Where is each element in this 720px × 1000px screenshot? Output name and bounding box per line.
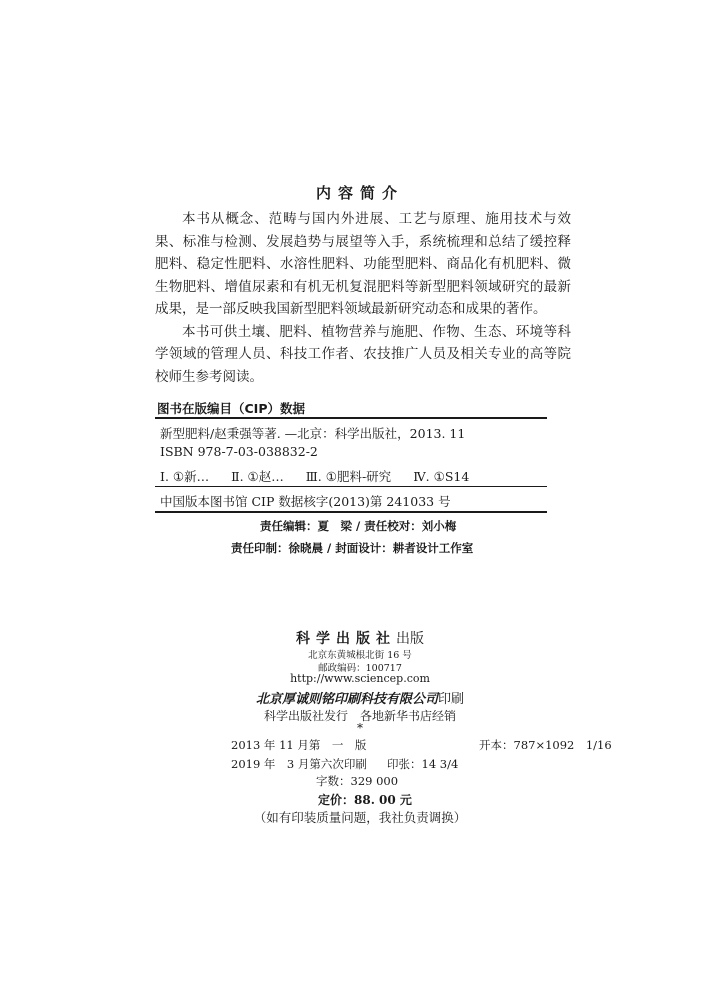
summary-paragraph-1: 本书从概念、范畴与国内外进展、工艺与原理、施用技术与效果、标准与检测、发展趋势与展望等入手，系统梳理和总结了缓控释肥料、稳定性肥料、水溶性肥料、功能型肥料、商品化有机肥料、微生物肥料、增值尿素和有机无机复混肥料等新型肥料领域研究的最新成果，是一部反映我国新型肥料领域最新研究动态和成果的著作。	[155, 211, 571, 317]
cip-class-4: Ⅳ. ①S14	[413, 469, 470, 484]
publisher-url: http://www.sciencep.com	[290, 672, 430, 685]
cip-mid-rule	[155, 486, 547, 487]
publisher-address: 北京东黄城根北街 16 号	[308, 650, 412, 661]
pubinfo-row-edition	[231, 737, 612, 753]
printer-line	[0, 688, 720, 707]
publisher-line	[0, 628, 720, 648]
pubinfo-row-printing	[231, 756, 459, 772]
book-format: 开本：787×1092 1/16	[479, 738, 612, 752]
cip-classification	[160, 467, 491, 485]
first-edition: 2013 年 11 月第 一 版	[231, 738, 367, 752]
latest-printing: 2019 年 3 月第六次印刷	[231, 757, 367, 771]
separator-star: *	[357, 721, 363, 735]
publisher-suffix: 出版	[396, 631, 424, 647]
publisher-postcode: 邮政编码：100717	[318, 663, 402, 674]
quality-notice: （如有印装质量问题，我社负责调换）	[253, 810, 467, 825]
cip-title: 图书在版编目（CIP）数据	[157, 401, 305, 416]
cip-isbn: ISBN 978-7-03-038832-2	[160, 444, 318, 459]
cip-class-3: Ⅲ. ①肥料-研究	[305, 469, 392, 484]
cip-bottom-rule	[155, 511, 547, 513]
publisher-name: 科学出版社	[296, 631, 396, 647]
printer-suffix: 印刷	[438, 692, 465, 707]
word-count: 字数：329 000	[316, 774, 399, 788]
cip-class-2: Ⅱ. ①赵…	[231, 469, 284, 484]
cip-top-rule	[155, 417, 547, 419]
distribution-line: 科学出版社发行 各地新华书店经销	[263, 709, 456, 723]
credits-printing-cover: 责任印制：徐晓晨 / 封面设计：耕者设计工作室	[231, 541, 474, 555]
printed-sheets: 印张：14 3/4	[387, 757, 459, 771]
summary-title: 内容简介	[315, 184, 404, 202]
credits-editor-proofreader: 责任编辑：夏 梁 / 责任校对：刘小梅	[260, 519, 457, 533]
cip-class-1: Ⅰ. ①新…	[160, 469, 210, 484]
printer-name: 北京厚诚则铭印刷科技有限公司	[255, 692, 438, 707]
price: 定价：88. 00 元	[318, 793, 412, 807]
cip-record: 中国版本图书馆 CIP 数据核字(2013)第 241033 号	[160, 494, 451, 509]
summary-paragraph-2: 本书可供土壤、肥料、植物营养与施肥、作物、生态、环境等科学领域的管理人员、科技工作者、农技推广人员及相关专业的高等院校师生参考阅读。	[155, 323, 571, 385]
cip-book-line: 新型肥料/赵秉强等著. —北京：科学出版社，2013. 11	[160, 426, 466, 441]
summary-body	[155, 208, 571, 388]
